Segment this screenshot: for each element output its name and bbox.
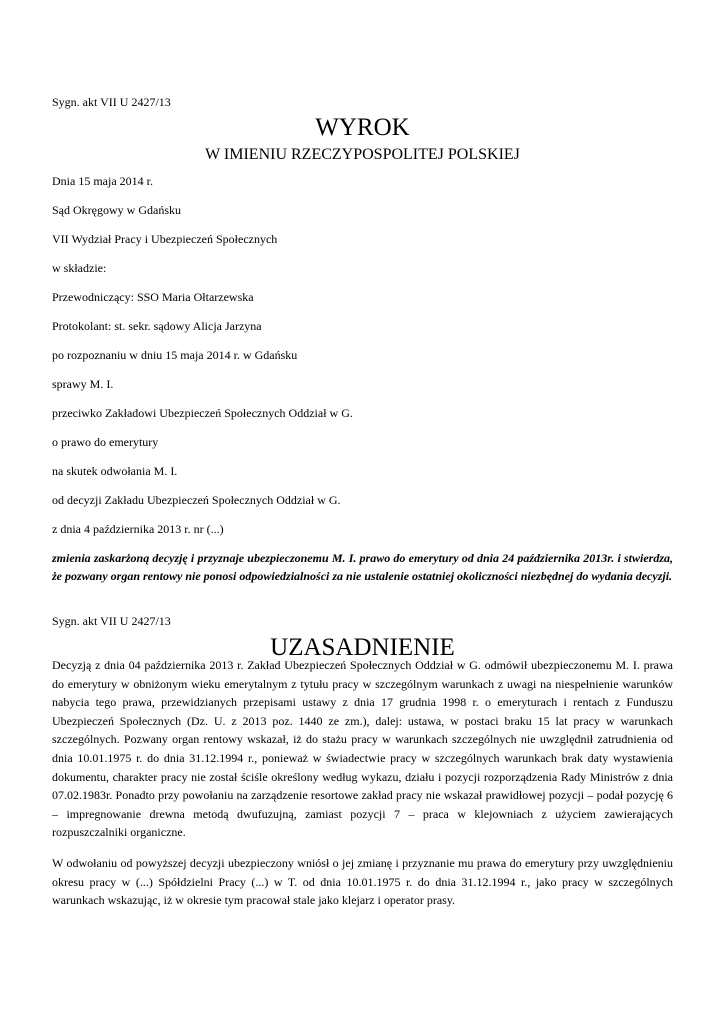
hearing-date: po rozpoznaniu w dniu 15 maja 2014 r. w Gdańsku [52, 348, 298, 362]
court-division: VII Wydział Pracy i Ubezpieczeń Społecznych [52, 232, 278, 246]
judgment-title: WYROK [315, 114, 410, 141]
justification-case-signature: Sygn. akt VII U 2427/13 [52, 614, 171, 628]
judgment-date: Dnia 15 maja 2014 r. [52, 174, 153, 188]
court-clerk: Protokolant: st. sekr. sądowy Alicja Jarzyna [52, 319, 262, 333]
case-opponent: przeciwko Zakładowi Ubezpieczeń Społecznych Oddział w G. [52, 406, 353, 420]
judgment-subtitle: W IMIENIU RZECZYPOSPOLITEJ POLSKIEJ [205, 146, 520, 163]
justification-title: UZASADNIENIE [270, 634, 455, 661]
justification-paragraph: Decyzją z dnia 04 października 2013 r. Zakład Ubezpieczeń Społecznych Oddział w G. odmówił ubezpieczonemu M. I. prawa do emerytury w obniżonym wieku emerytalnym z tytułu pracy w szczególnym warunkach z uwagi na niespełnienie warunków nabycia tego prawa, przewidzianych przepisami ustawy z dnia 17 grudnia 1998 r. o emeryturach i rentach z Funduszu Ubezpieczeń Społecznych (Dz. U. z 2013 poz. 1440 ze zm.), dalej: ustawa, w postaci braku 15 lat pracy w warunkach szczególnych. Pozwany organ rentowy wskazał, iż do stażu pracy w warunkach szczególnych nie uwzględnił zatrudnienia od dnia 10.01.1975 r. do dnia 31.12.1994 r., ponieważ w świadectwie pracy w szczególnych warunkach brak daty wystawienia dokumentu, charakter pracy nie został ściśle określony według wykazu, działu i pozycji rozporządzenia Rady Ministrów z dnia 07.02.1983r. Ponadto przy powołaniu na zarządzenie resortowe zakład pracy nie wskazał prawidłowej pozycji – podał pozycję 6 – impregnowanie drewna metodą dwufuzujną, zamiast pozycji 7 – praca w klejowniach z użyciem zawierających rozpuszczalniki organiczne. [52, 658, 673, 840]
case-party: sprawy M. I. [52, 377, 114, 391]
decision-date: z dnia 4 października 2013 r. nr (...) [52, 522, 224, 536]
verdict-text: zmienia zaskarżoną decyzję i przyznaje ubezpieczonemu M. I. prawo do emerytury od dnia 24 października 2013r. i stwierdza, że pozwany organ rentowy nie ponosi odpowiedzialności za nie ustalenie ostatniej okoliczności niezbędnej do wydania decyzji. [52, 551, 673, 583]
court-name: Sąd Okręgowy w Gdańsku [52, 203, 181, 217]
case-subject: o prawo do emerytury [52, 435, 159, 449]
appeal-basis: na skutek odwołania M. I. [52, 464, 178, 478]
panel-composition-label: w składzie: [52, 261, 107, 275]
presiding-judge: Przewodniczący: SSO Maria Ołtarzewska [52, 290, 254, 304]
appealed-decision: od decyzji Zakładu Ubezpieczeń Społecznych Oddział w G. [52, 493, 341, 507]
case-signature: Sygn. akt VII U 2427/13 [52, 95, 171, 109]
justification-paragraph: W odwołaniu od powyższej decyzji ubezpieczony wniósł o jej zmianę i przyznanie mu prawa do emerytury przy uwzględnieniu okresu pracy w (...) Spółdzielni Pracy (...) w T. od dnia 10.01.1975 r. do dnia 31.12.1994 r., jako pracy w szczególnych warunkach wskazując, iż w okresie tym pracował stale jako klejarz i operator prasy. [52, 856, 673, 908]
